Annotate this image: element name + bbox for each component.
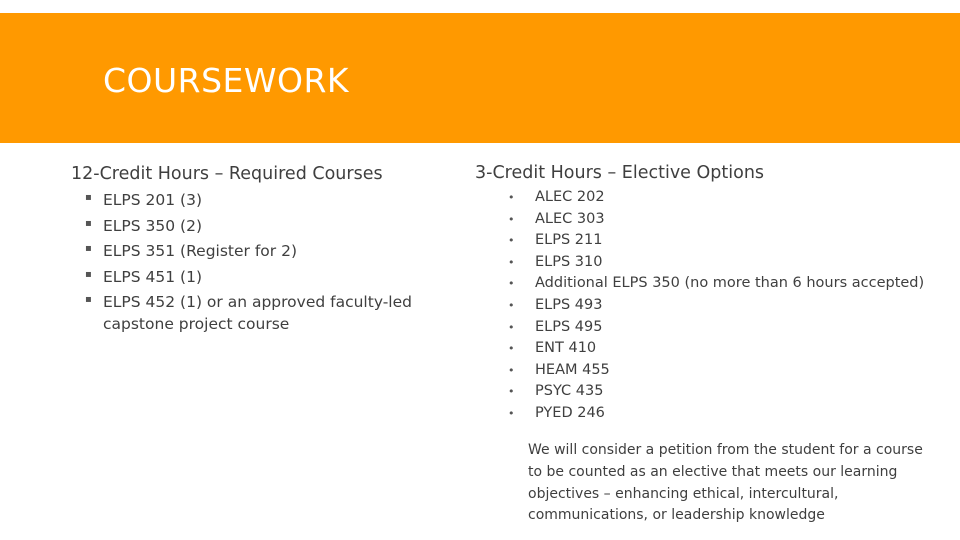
elective-course-label: PSYC 435 (535, 383, 604, 400)
elective-course-label: ELPS 493 (535, 296, 603, 313)
elective-course-label: Additional ELPS 350 (no more than 6 hours accepted) (535, 275, 925, 292)
bullet-icon: • (508, 320, 515, 334)
elective-course-label: ELPS 310 (535, 253, 603, 270)
bullet-icon: • (508, 234, 515, 248)
required-courses-list (71, 189, 431, 339)
list-item (503, 273, 953, 295)
elective-course-label: PYED 246 (535, 404, 605, 421)
list-item (503, 317, 953, 339)
list-item (71, 291, 431, 335)
list-item (503, 403, 953, 425)
elective-course-label: ELPS 211 (535, 232, 603, 249)
required-course-label: ELPS 350 (2) (103, 216, 203, 235)
required-course-label: ELPS 452 (1) or an approved faculty-led capstone project course (103, 293, 412, 334)
list-item (503, 295, 953, 317)
bullet-icon: • (508, 212, 515, 226)
bullet-icon: • (508, 191, 515, 204)
list-item (503, 381, 953, 403)
elective-course-label: ENT 410 (535, 340, 597, 357)
bullet-icon: ▪ (85, 243, 92, 255)
bullet-icon: • (508, 342, 515, 356)
bullet-icon: • (508, 363, 515, 377)
petition-note: We will consider a petition from the student for a course to be counted as an elective that meets our learning objectives – enhancing ethical, intercultural, communications, or leadership knowledge (528, 442, 923, 524)
elective-course-label: ALEC 202 (535, 189, 605, 205)
bullet-icon: ▪ (85, 192, 92, 203)
bullet-icon: ▪ (85, 294, 92, 306)
elective-course-label: ALEC 303 (535, 210, 605, 227)
bullet-icon: ▪ (85, 217, 92, 229)
required-course-label: ELPS 201 (3) (103, 191, 203, 209)
required-course-label: ELPS 451 (1) (103, 267, 203, 286)
required-course-label: ELPS 351 (Register for 2) (103, 242, 297, 261)
bullet-icon: • (508, 255, 515, 269)
list-item (503, 187, 953, 209)
list-item (71, 266, 431, 288)
elective-course-label: HEAM 455 (535, 361, 610, 378)
elective-options-list (503, 187, 953, 425)
list-item (503, 209, 953, 231)
elective-course-label: ELPS 495 (535, 318, 603, 335)
list-item (503, 338, 953, 360)
bullet-icon: • (508, 277, 515, 291)
list-item (71, 240, 431, 262)
slide-title: COURSEWORK (103, 61, 350, 100)
list-item (503, 230, 953, 252)
list-item (71, 189, 431, 211)
list-item (503, 252, 953, 274)
bullet-icon: • (508, 385, 515, 399)
bullet-icon: • (508, 298, 515, 312)
elective-options-heading: 3-Credit Hours – Elective Options (475, 163, 765, 183)
required-courses-heading: 12-Credit Hours – Required Courses (71, 164, 383, 184)
list-item (71, 215, 431, 237)
bullet-icon: • (508, 406, 515, 420)
list-item (503, 360, 953, 382)
bullet-icon: ▪ (85, 268, 92, 280)
